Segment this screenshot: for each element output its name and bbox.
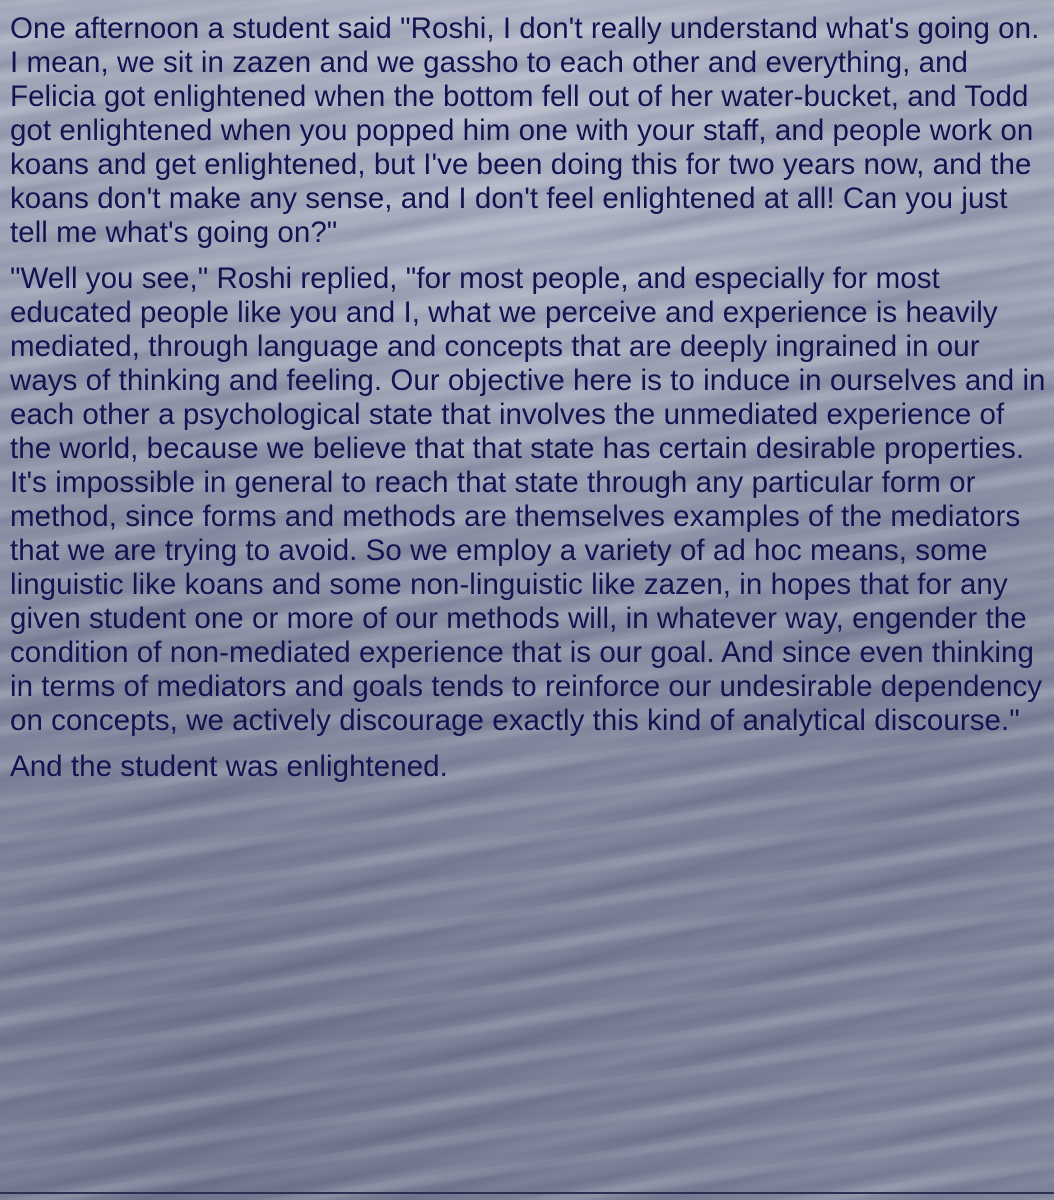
document-body [10,12,1046,796]
paragraph-student-question: One afternoon a student said "Roshi, I don't really understand what's going on. I mean, we sit in zazen and we gassho to each other and everything, and Felicia got enlightened when the bottom fell out of her water-bucket, and Todd got enlightened when you popped him one with your staff, and people work on koans and get enlightened, but I've been doing this for two years now, and the koans don't make any sense, and I don't feel enlightened at all! Can you just tell me what's going on?" [10,12,1040,249]
paragraph-roshi-reply: "Well you see," Roshi replied, "for most people, and especially for most educated people like you and I, what we perceive and experience is heavily mediated, through language and concepts that are deeply ingrained in our ways of thinking and feeling. Our objective here is to induce in ourselves and in each other a psychological state that involves the unmediated experience of the world, because we believe that that state has certain desirable properties. It's impossible in general to reach that state through any particular form or method, since forms and methods are themselves examples of the mediators that we are trying to avoid. So we employ a variety of ad hoc means, some linguistic like koans and some non-linguistic like zazen, in hopes that for any given student one or more of our methods will, in whatever way, engender the condition of non-mediated experience that is our goal. And since even thinking in terms of mediators and goals tends to reinforce our undesirable dependency on concepts, we actively discourage exactly this kind of analytical discourse." [10,262,1046,737]
paragraph-conclusion: And the student was enlightened. [10,750,448,783]
bottom-divider [0,1192,1054,1194]
